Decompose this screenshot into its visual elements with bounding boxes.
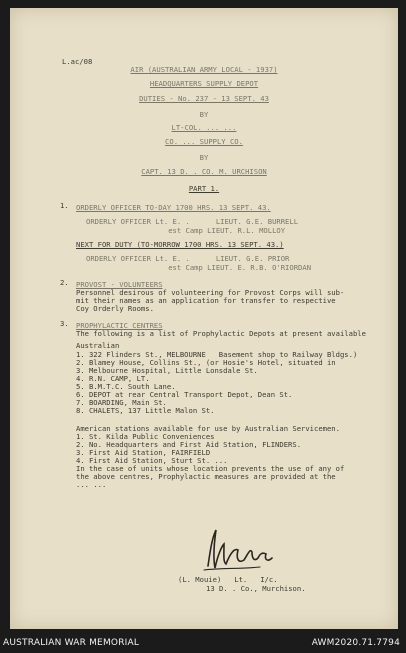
item-3b-line: In the case of units whose location prevents the use of any of	[76, 464, 345, 473]
header-line-4: BY	[199, 110, 209, 119]
item-1-line: est Camp LIEUT. E. R.B. O'RIORDAN	[86, 263, 312, 272]
item-2-heading: PROVOST - VOLUNTEERS	[76, 280, 163, 289]
item-3-list-entry: 8. CHALETS, 137 Little Malon St.	[76, 406, 215, 415]
header-line-3: DUTIES - No. 237 - 13 SEPT. 43	[139, 94, 269, 103]
item-3-list-entry: 3. Melbourne Hospital, Little Lonsdale St.	[76, 366, 258, 375]
item-3-heading: PROPHYLACTIC CENTRES	[76, 321, 163, 330]
header-line-1: AIR (AUSTRALIAN ARMY LOCAL - 1937)	[130, 65, 278, 74]
item-3-list-entry: 7. BOARDING, Main St.	[76, 398, 167, 407]
item-2-line: Coy Orderly Rooms.	[76, 304, 154, 313]
item-3b-entry: 1. St. Kilda Public Conveniences	[76, 432, 215, 441]
item-1-number: 1.	[60, 201, 69, 210]
item-2-line: mit their names as an application for transfer to respective	[76, 296, 336, 305]
item-1-heading: ORDERLY OFFICER TO-DAY 1700 HRS. 13 SEPT. 43.	[76, 203, 271, 212]
item-3b-entry: 2. No. Headquarters and First Aid Station, FLINDERS.	[76, 440, 302, 449]
signature-name: (L. Mouie) Lt. I/c.	[178, 575, 278, 584]
item-3b-line: ... ...	[76, 480, 107, 489]
handwritten-signature	[200, 524, 290, 576]
document-page	[10, 8, 398, 629]
item-3-line: Australian	[76, 341, 120, 350]
item-1-line: est Camp LIEUT. R.L. MOLLOY	[86, 226, 286, 235]
item-3b-entry: 4. First Aid Station, Sturt St. ...	[76, 456, 228, 465]
header-line-2: HEADQUARTERS SUPPLY DEPOT	[149, 79, 259, 88]
item-1-line: ORDERLY OFFICER Lt. E. . LIEUT. G.E. PRIOR	[86, 254, 290, 263]
header-line-7: BY	[199, 153, 209, 162]
item-3-list-entry: 1. 322 Flinders St., MELBOURNE Basement shop to Railway Bldgs.)	[76, 350, 358, 359]
footer-bar	[0, 634, 406, 653]
header-line-8: CAPT. 13 D. . CO. M. URCHISON	[141, 167, 267, 176]
item-3-list-entry: 4. R.N. CAMP, LT.	[76, 374, 150, 383]
item-2-number: 2.	[60, 278, 69, 287]
item-3-list-entry: 5. B.M.T.C. South Lane.	[76, 382, 176, 391]
item-1-subheading: NEXT FOR DUTY (TO-MORROW 1700 HRS. 13 SEPT. 43.)	[76, 240, 284, 249]
item-3-line: The following is a list of Prophylactic Depots at present available	[76, 329, 366, 338]
reference-number: L.ac/08	[62, 57, 93, 66]
item-2-line: Personnel desirous of volunteering for Provost Corps will sub-	[76, 288, 345, 297]
footer-institution: AUSTRALIAN WAR MEMORIAL	[3, 638, 140, 648]
item-3-number: 3.	[60, 319, 69, 328]
item-3b-line: the above centres, Prophylactic measures are provided at the	[76, 472, 336, 481]
item-3-list-entry: 6. DEPOT at rear Central Transport Depot, Dean St.	[76, 390, 293, 399]
footer-accession-number: AWM2020.71.7794	[311, 638, 400, 648]
header-line-6: CO. ... SUPPLY CO.	[165, 137, 243, 146]
item-1-line: ORDERLY OFFICER Lt. E. . LIEUT. G.E. BURRELL	[86, 217, 299, 226]
item-3b-line: American stations available for use by Australian Servicemen.	[76, 424, 340, 433]
part-heading: PART 1.	[188, 184, 220, 193]
item-3b-entry: 3. First Aid Station, FAIRFIELD	[76, 448, 211, 457]
header-line-5: LT-COL. ... ...	[171, 123, 237, 132]
item-3-list-entry: 2. Blamey House, Collins St., (or Hosie's Hotel, situated in	[76, 358, 336, 367]
signature-unit: 13 D. . Co., Murchison.	[206, 584, 306, 593]
